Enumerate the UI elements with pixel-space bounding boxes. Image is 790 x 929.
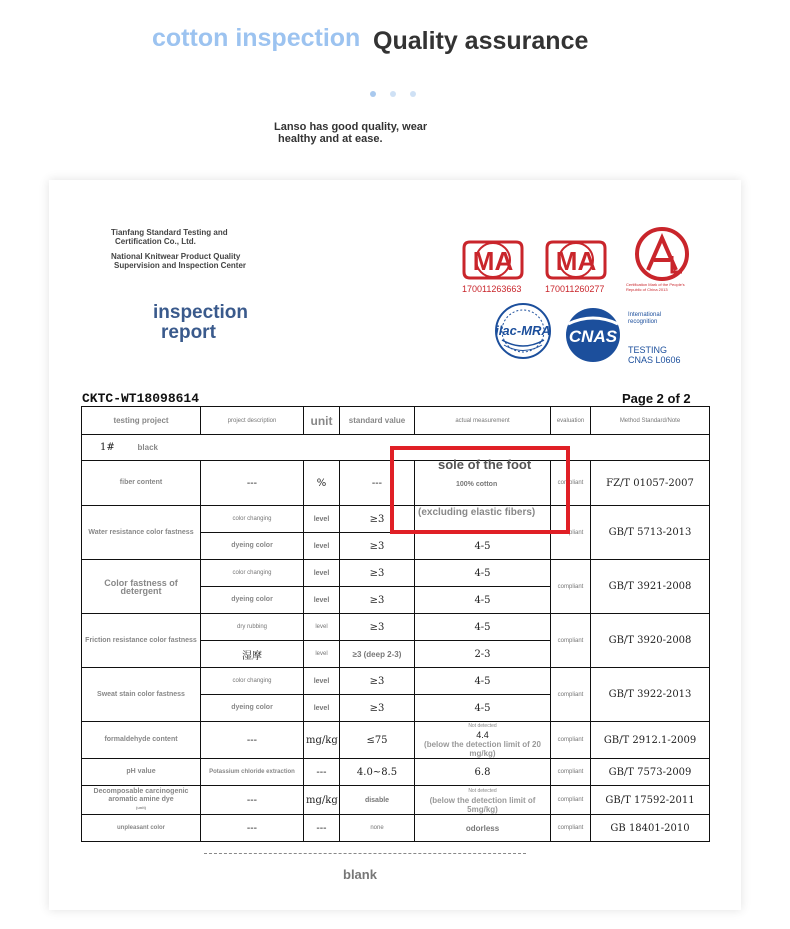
svg-text:CNAS: CNAS (568, 327, 618, 346)
desc-cell: dyeing color (201, 533, 304, 560)
eval-cell: compliant (551, 614, 591, 668)
desc-cell: color changing (201, 668, 304, 695)
desc-cell: dyeing color (201, 695, 304, 722)
org-line: Tianfang Standard Testing and (111, 228, 228, 237)
cnas-testing (628, 345, 681, 365)
report-title (153, 303, 248, 343)
std-cell: ≥3 (340, 695, 415, 722)
result-cell: 6.8 (415, 759, 551, 786)
desc-cell: 湿摩 (201, 641, 304, 668)
std-cell: ≥3 (deep 2-3) (340, 641, 415, 668)
method-cell: GB/T 2912.1-2009 (591, 722, 710, 759)
std-cell: ≥3 (340, 506, 415, 533)
method-cell: GB/T 5713-2013 (591, 506, 710, 560)
org-line: Certification Co., Ltd. (115, 237, 196, 246)
desc-cell: --- (201, 786, 304, 815)
unit-cell: % (304, 461, 340, 506)
desc-cell: dyeing color (201, 587, 304, 614)
cnas-code: CNAS L0606 (628, 355, 681, 365)
item-label (82, 786, 201, 815)
carousel-dots (370, 91, 416, 97)
method-cell: GB/T 7573-2009 (591, 759, 710, 786)
eval-cell: compliant (551, 560, 591, 614)
blank-label: blank (343, 867, 377, 882)
item-label: Color fastness of detergent (82, 560, 201, 614)
method-cell: GB/T 3921-2008 (591, 560, 710, 614)
org-line: National Knitwear Product Quality (111, 252, 241, 261)
desc-cell: dry rubbing (201, 614, 304, 641)
svg-text:ilac-MRA: ilac-MRA (495, 323, 551, 338)
unit-cell: mg/kg (304, 786, 340, 815)
header-actual-measurement: actual measurement (415, 407, 551, 435)
std-cell: ≥3 (340, 587, 415, 614)
table-row (82, 786, 710, 815)
page-number: Page 2 of 2 (622, 391, 691, 406)
sample-color: black (137, 443, 158, 452)
unit-cell: level (304, 560, 340, 587)
unit-cell: level (304, 506, 340, 533)
carousel-dot[interactable] (410, 91, 416, 97)
highlight-cotton: 100% cotton (456, 481, 498, 488)
cma-seal-icon (462, 240, 524, 280)
item-label: unpleasant color (82, 815, 201, 842)
page-title-cotton-inspection: cotton inspection (152, 24, 361, 52)
method-cell: GB/T 3920-2008 (591, 614, 710, 668)
method-cell: GB/T 17592-2011 (591, 786, 710, 815)
table-row (82, 614, 710, 641)
desc-cell: color changing (201, 560, 304, 587)
std-cell: ≥3 (340, 560, 415, 587)
unit-cell: level (304, 587, 340, 614)
svg-text:MA: MA (555, 246, 597, 276)
desc-cell: --- (201, 815, 304, 842)
slogan-line: healthy and at ease. (278, 133, 383, 145)
header-project-description: project description (201, 407, 304, 435)
std-cell: --- (340, 461, 415, 506)
result-cell: 4-5 (415, 614, 551, 641)
table-row (82, 815, 710, 842)
table-header-row (82, 407, 710, 435)
method-cell: FZ/T 01057-2007 (591, 461, 710, 506)
item-label: pH value (82, 759, 201, 786)
eval-cell: compliant (551, 722, 591, 759)
result-value: 4.4 (476, 730, 489, 740)
header-evaluation: evaluation (551, 407, 591, 435)
result-note: (below the detection limit of 5mg/kg) (429, 795, 536, 814)
item-label: Water resistance color fastness (82, 506, 201, 560)
unit-cell: level (304, 641, 340, 668)
item-label: formaldehyde content (82, 722, 201, 759)
result-cell: odorless (415, 815, 551, 842)
table-row (82, 560, 710, 587)
result-cell: 4-5 (415, 695, 551, 722)
eval-cell: compliant (551, 815, 591, 842)
std-cell: none (340, 815, 415, 842)
cnas-seal-icon (560, 306, 626, 369)
eval-cell: compliant (551, 759, 591, 786)
unit-cell: level (304, 614, 340, 641)
desc-cell: Potassium chloride extraction (201, 759, 304, 786)
unit-cell: level (304, 668, 340, 695)
result-cell (415, 786, 551, 815)
organization-name (111, 228, 246, 270)
std-cell: ≤75 (340, 722, 415, 759)
std-cell: 4.0~8.5 (340, 759, 415, 786)
unit-cell: level (304, 695, 340, 722)
item-label: Sweat stain color fastness (82, 668, 201, 722)
item-label: fiber content (82, 461, 201, 506)
method-cell: GB/T 3922-2013 (591, 668, 710, 722)
item-sub: (unit) (136, 805, 146, 810)
table-row (82, 759, 710, 786)
result-cell: 4-5 (415, 668, 551, 695)
svg-text:MA: MA (472, 246, 514, 276)
std-cell: ≥3 (340, 668, 415, 695)
slogan (274, 121, 474, 145)
cal-seal-icon (632, 226, 692, 287)
result-cell: 2-3 (415, 641, 551, 668)
sample-number: 1# (100, 442, 115, 453)
result-top: Not detected (468, 723, 497, 729)
header-unit: unit (304, 407, 340, 435)
divider (204, 853, 526, 854)
result-cell: 4-5 (415, 587, 551, 614)
result-note: (below the detection limit of 20 mg/kg) (424, 740, 541, 758)
table-row (82, 722, 710, 759)
eval-cell: compliant (551, 786, 591, 815)
header-testing-project: testing project (82, 407, 201, 435)
carousel-dot[interactable] (370, 91, 376, 97)
result-cell: 4-5 (415, 533, 551, 560)
result-cell: 4-5 (415, 560, 551, 587)
unit-cell: --- (304, 759, 340, 786)
desc-cell: --- (201, 722, 304, 759)
item-label: Friction resistance color fastness (82, 614, 201, 668)
highlight-exclusion: (excluding elastic fibers) (418, 507, 536, 518)
report-title-line: report (161, 322, 216, 343)
unit-cell: level (304, 533, 340, 560)
cma-seal-icon (545, 240, 607, 280)
header-method: Method Standard/Note (591, 407, 710, 435)
std-cell: disable (340, 786, 415, 815)
desc-cell: color changing (201, 506, 304, 533)
report-number: CKTC-WT18098614 (82, 391, 200, 406)
desc-cell: --- (201, 461, 304, 506)
item-label-text: Decomposable carcinogenic aromatic amine dye (93, 788, 189, 803)
eval-cell: compliant (551, 506, 591, 560)
header-standard-value: standard value (340, 407, 415, 435)
unit-cell: --- (304, 815, 340, 842)
eval-cell: compliant (551, 461, 591, 506)
unit-cell: mg/kg (304, 722, 340, 759)
std-cell: ≥3 (340, 614, 415, 641)
cnas-testing-label: TESTING (628, 345, 668, 355)
slogan-line: Lanso has good quality, wear (274, 121, 428, 133)
method-cell: GB 18401-2010 (591, 815, 710, 842)
result-top: Not detected (468, 787, 497, 794)
page-title-quality-assurance: Quality assurance (373, 27, 589, 55)
table-row (82, 668, 710, 695)
carousel-dot[interactable] (390, 91, 396, 97)
highlight-title: sole of the foot (438, 457, 532, 472)
cal-caption: Certification Mark of the People's Republic of China 2013 (626, 282, 685, 292)
std-cell: ≥3 (340, 533, 415, 560)
seal-number: 170011260277 (545, 284, 605, 294)
eval-cell: compliant (551, 668, 591, 722)
cnas-text: International recognition (628, 312, 662, 325)
org-line: Supervision and Inspection Center (114, 261, 247, 270)
ilac-mra-seal-icon (494, 302, 552, 365)
result-cell (415, 722, 551, 759)
seal-number: 170011263663 (462, 284, 522, 294)
report-title-line: inspection (153, 302, 249, 323)
